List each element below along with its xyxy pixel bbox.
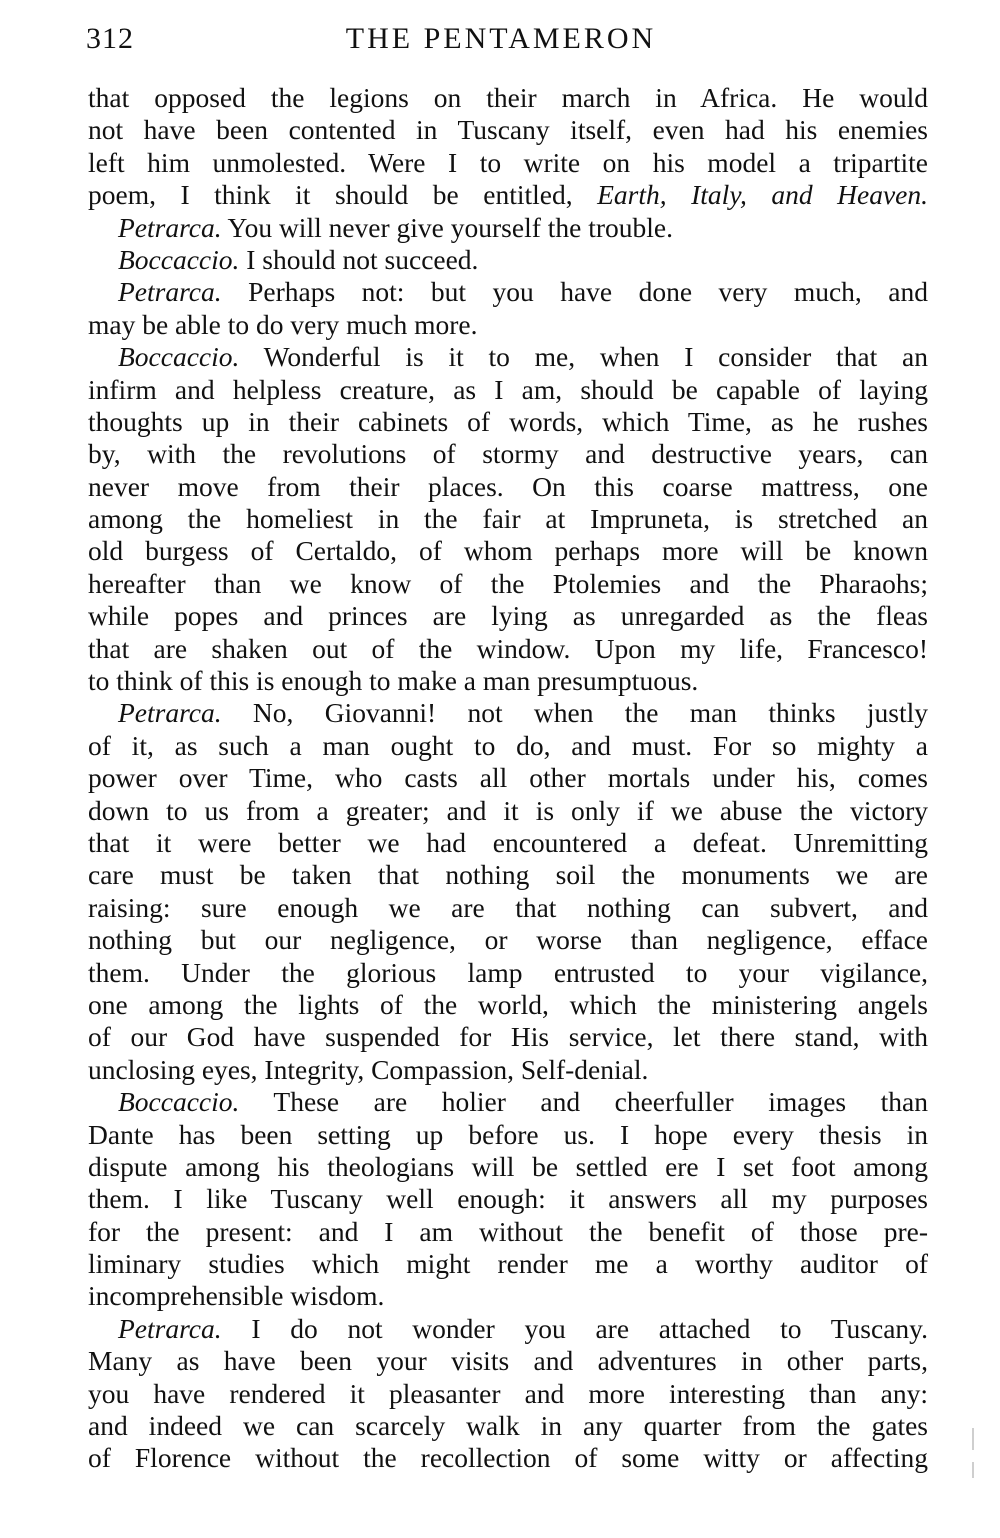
text-line: not have been contented in Tuscany itself, even had his enemies xyxy=(88,114,928,146)
text-line: one among the lights of the world, which the ministering angels xyxy=(88,988,928,1020)
scan-margin-mark xyxy=(972,1462,974,1478)
text-line xyxy=(88,1313,928,1345)
speech-text: Perhaps not: but you have done very much, and xyxy=(221,276,928,308)
text-line: old burgess of Certaldo, of whom perhaps more will be known xyxy=(88,535,928,567)
text-line: and indeed we can scarcely walk in any quarter from the gates xyxy=(88,1410,928,1442)
speaker-name: Petrarca. xyxy=(118,211,222,243)
text-line: while popes and princes are lying as unregarded as the fleas xyxy=(88,600,928,632)
text-line xyxy=(88,212,928,244)
text-line: raising: sure enough we are that nothing can subvert, and xyxy=(88,891,928,923)
scan-margin-mark xyxy=(972,1428,974,1450)
text-line: nothing but our negligence, or worse than negligence, efface xyxy=(88,924,928,956)
text-line: of our God have suspended for His service, let there stand, with xyxy=(88,1021,928,1053)
text-line: unclosing eyes, Integrity, Compassion, Self-denial. xyxy=(88,1053,649,1085)
paragraph xyxy=(88,82,928,212)
text-line: of it, as such a man ought to do, and must. For so mighty a xyxy=(88,729,928,761)
text-line: power over Time, who casts all other mortals under his, comes xyxy=(88,762,928,794)
text-line xyxy=(88,697,928,729)
text-line: for the present: and I am without the benefit of those pre- xyxy=(88,1215,928,1247)
text-line: you have rendered it pleasanter and more interesting than any: xyxy=(88,1377,928,1409)
speaker-name: Boccaccio. xyxy=(118,243,240,275)
text-line: down to us from a greater; and it is only if we abuse the victory xyxy=(88,794,928,826)
speech-text: I do not wonder you are attached to Tuscany. xyxy=(221,1312,928,1344)
text-line: them. I like Tuscany well enough: it answers all my purposes xyxy=(88,1183,928,1215)
text-line: may be able to do very much more. xyxy=(88,308,478,340)
text-line: liminary studies which might render me a worthy auditor of xyxy=(88,1248,928,1280)
text-line: left him unmolested. Were I to write on his model a tripartite xyxy=(88,146,928,178)
speech-text: These are holier and cheerfuller images than xyxy=(239,1086,928,1118)
text-line xyxy=(88,179,928,211)
speaker-name: Boccaccio. xyxy=(118,1086,240,1118)
paragraph xyxy=(88,341,928,697)
speaker-name: Petrarca. xyxy=(118,1312,222,1344)
text-line: them. Under the glorious lamp entrusted to your vigilance, xyxy=(88,956,928,988)
text-line: hereafter than we know of the Ptolemies and the Pharaohs; xyxy=(88,567,928,599)
paragraph xyxy=(88,212,928,244)
text-line: thoughts up in their cabinets of words, which Time, as he rushes xyxy=(88,405,928,437)
text-line xyxy=(88,244,928,276)
speech-text: You will never give yourself the trouble. xyxy=(221,211,673,243)
text-line: Many as have been your visits and adventures in other parts, xyxy=(88,1345,928,1377)
paragraph xyxy=(88,697,928,1086)
speech-text: I should not succeed. xyxy=(239,243,479,275)
text-line: incomprehensible wisdom. xyxy=(88,1280,385,1312)
running-head xyxy=(86,22,916,62)
poem-title: Earth, Italy, and Heaven. xyxy=(597,179,928,211)
paragraph xyxy=(88,276,928,341)
text-line: dispute among his theologians will be settled ere I set foot among xyxy=(88,1150,928,1182)
page-number: 312 xyxy=(86,22,134,55)
text-line: of Florence without the recollection of some witty or affecting xyxy=(88,1442,928,1474)
speech-text: Wonderful is it to me, when I consider that an xyxy=(239,341,928,373)
text-line xyxy=(88,1086,928,1118)
paragraph xyxy=(88,244,928,276)
speaker-name: Petrarca. xyxy=(118,276,222,308)
line-text: poem, I think it should be entitled, xyxy=(88,179,598,211)
text-line: to think of this is enough to make a man presumptuous. xyxy=(88,665,699,697)
text-line xyxy=(88,341,928,373)
paragraph xyxy=(88,1086,928,1313)
text-line: that it were better we had encountered a defeat. Unremitting xyxy=(88,826,928,858)
text-line: never move from their places. On this coarse mattress, one xyxy=(88,470,928,502)
body-text xyxy=(88,82,928,1475)
text-line xyxy=(88,276,928,308)
text-line: Dante has been setting up before us. I hope every thesis in xyxy=(88,1118,928,1150)
text-line: that opposed the legions on their march in Africa. He would xyxy=(88,82,928,113)
text-line: among the homeliest in the fair at Impruneta, is stretched an xyxy=(88,503,928,535)
speaker-name: Boccaccio. xyxy=(118,341,240,373)
text-line: infirm and helpless creature, as I am, should be capable of laying xyxy=(88,373,928,405)
book-title: THE PENTAMERON xyxy=(345,22,657,55)
text-line: that are shaken out of the window. Upon my life, Francesco! xyxy=(88,632,928,664)
speech-text: No, Giovanni! not when the man thinks justly xyxy=(221,697,928,729)
text-line: by, with the revolutions of stormy and destructive years, can xyxy=(88,438,928,470)
text-line: care must be taken that nothing soil the monuments we are xyxy=(88,859,928,891)
paragraph xyxy=(88,1313,928,1475)
speaker-name: Petrarca. xyxy=(118,697,222,729)
